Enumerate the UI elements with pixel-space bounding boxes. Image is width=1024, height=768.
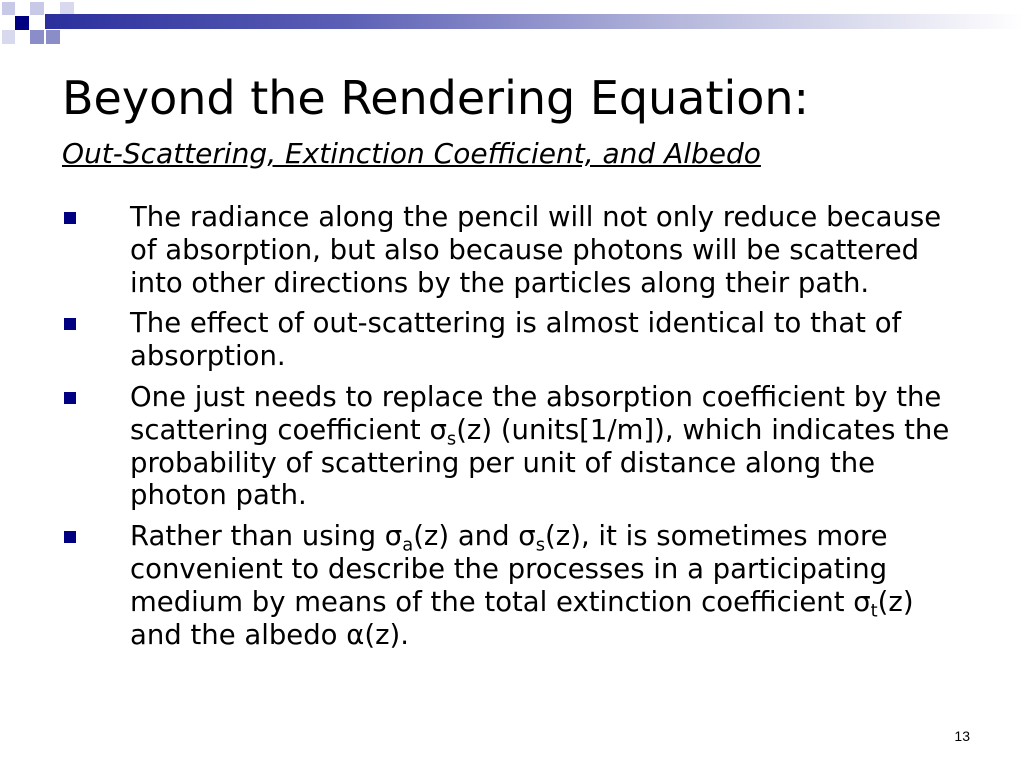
bullet-text	[130, 520, 914, 650]
bullet-item	[62, 381, 962, 512]
bullet-text: The radiance along the pencil will not only reduce because of absorption, but also because photons will be scattered into other directions by the particles along their path.	[130, 201, 942, 299]
page-number: 13	[954, 728, 970, 744]
square-bullet-icon	[64, 531, 76, 543]
subscript: a	[402, 534, 414, 556]
subscript: s	[446, 428, 457, 450]
subscript: s	[535, 534, 546, 556]
bullet-text	[130, 381, 949, 511]
bullet-item	[62, 307, 962, 373]
square-bullet-icon	[64, 318, 76, 330]
bullet-item	[62, 520, 962, 651]
bullet-text-part: (z) and σ	[413, 520, 536, 553]
slide-subtitle: Out-Scattering, Extinction Coefficient, and Albedo	[62, 137, 761, 170]
deco-square	[60, 2, 74, 14]
slide-title: Beyond the Rendering Equation:	[62, 71, 810, 125]
bullet-text-part: One just needs to replace the absorption coefficient by the scattering coefficient σ	[130, 380, 942, 446]
deco-square	[2, 2, 15, 15]
bullet-list	[62, 201, 962, 659]
bullet-item	[62, 201, 962, 299]
deco-square	[46, 30, 60, 44]
square-bullet-icon	[64, 392, 76, 404]
subscript: t	[870, 600, 878, 622]
bullet-text-part: (z), it is sometimes more convenient to describe the processes in a participating medium by means of the total extinction coefficient σ	[130, 520, 888, 618]
bullet-text: The effect of out-scattering is almost identical to that of absorption.	[130, 307, 902, 373]
deco-square	[30, 30, 44, 44]
header-gradient-bar	[45, 14, 1024, 29]
deco-square	[2, 30, 15, 44]
bullet-text-part: Rather than using σ	[130, 520, 403, 553]
header-decoration	[0, 0, 1024, 60]
deco-square	[30, 2, 44, 15]
bullet-text-part: (z) (units[1/m]), which indicates the probability of scattering per unit of distance along the photon path.	[130, 413, 950, 512]
square-bullet-icon	[64, 212, 76, 224]
bullet-text-part: (z) and the albedo α(z).	[130, 585, 914, 651]
deco-square	[15, 16, 29, 30]
